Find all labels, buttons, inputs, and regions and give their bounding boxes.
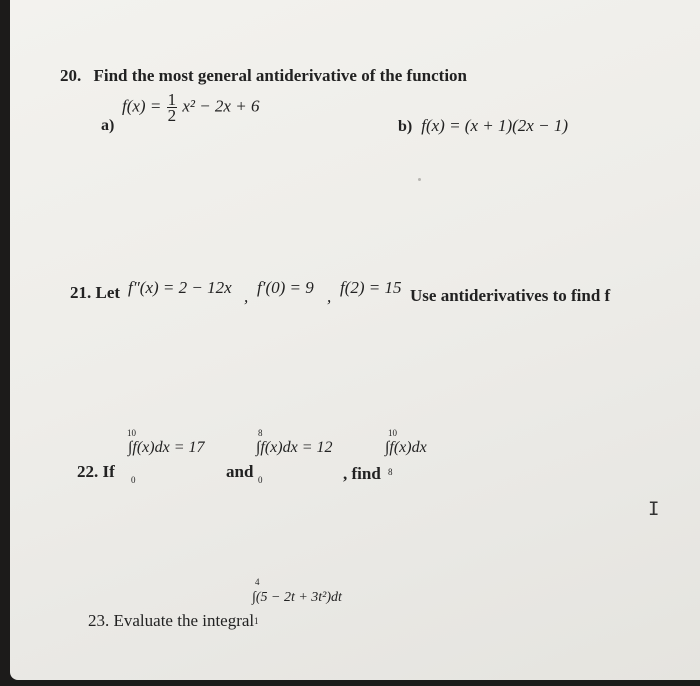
fraction-denominator: 2 <box>167 106 177 125</box>
integral-1-lower: 0 <box>131 475 136 485</box>
fraction-one-half <box>167 92 178 123</box>
question-20 <box>60 66 467 86</box>
question-21-number: 21. <box>70 283 92 302</box>
question-23-prompt: 23. Evaluate the integral <box>88 611 255 630</box>
paper-speck <box>418 178 421 181</box>
question-22-label: 22. If <box>77 462 115 481</box>
integral-3: ∫f(x)dx <box>385 439 427 456</box>
question-20-prompt: Find the most general antiderivative of the function <box>93 66 467 85</box>
part-b-label: b) <box>398 118 413 135</box>
integral-2-lower: 0 <box>258 475 263 485</box>
condition-first-derivative: f′(0) = 9 <box>257 278 314 297</box>
integral-4: ∫(5 − 2t + 3t²)dt <box>252 590 342 605</box>
integral-3-lower: 8 <box>388 467 393 477</box>
part-a-lhs: f(x) = <box>122 96 162 116</box>
integral-3-upper: 10 <box>388 428 397 438</box>
condition-function-value: f(2) = 15 <box>340 278 402 297</box>
condition-second-derivative: f″(x) = 2 − 12x <box>128 278 232 297</box>
part-a-rest: x² − 2x + 6 <box>182 96 260 116</box>
integral-1: ∫f(x)dx = 17 <box>128 439 205 456</box>
question-21-let: Let <box>95 283 121 302</box>
integral-4-upper: 4 <box>255 577 260 587</box>
part-a-label: a) <box>101 117 115 134</box>
integral-4-lower: 1 <box>254 616 259 626</box>
integral-2: ∫f(x)dx = 12 <box>256 439 333 456</box>
find-text: , find <box>343 464 381 483</box>
integral-2-upper: 8 <box>258 428 263 438</box>
and-text: and <box>226 462 254 481</box>
text-cursor-icon: I <box>648 498 660 520</box>
part-a-expression <box>122 92 259 123</box>
worksheet-page <box>10 0 700 680</box>
part-b <box>398 116 568 136</box>
question-21-instruction: Use antiderivatives to find f <box>410 286 611 305</box>
question-21-label <box>70 283 120 303</box>
fraction-numerator: 1 <box>167 90 177 109</box>
integral-1-upper: 10 <box>127 428 136 438</box>
condition-separator-2: , <box>327 287 332 306</box>
question-20-number: 20. <box>60 66 82 85</box>
condition-separator-1: , <box>244 287 249 306</box>
part-b-expression: f(x) = (x + 1)(2x − 1) <box>421 116 568 135</box>
